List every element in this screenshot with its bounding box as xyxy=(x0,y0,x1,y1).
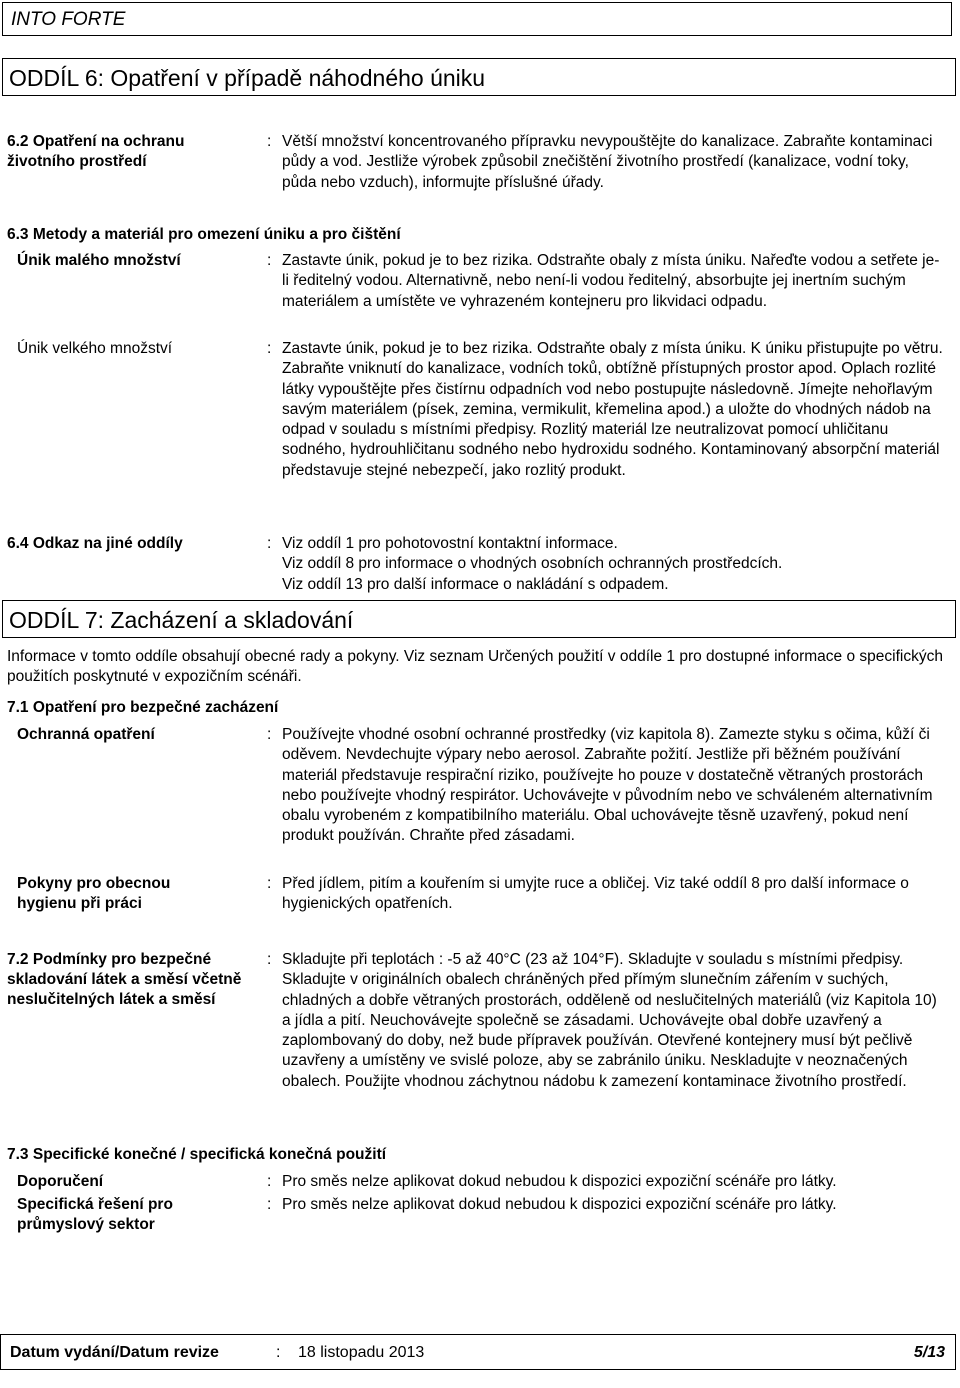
section7-title: ODDÍL 7: Zacházení a skladování xyxy=(9,607,354,633)
recommend-label: Doporučení xyxy=(17,1173,104,1190)
colon: : xyxy=(267,535,272,552)
s64-label: 6.4 Odkaz na jiné oddíly xyxy=(7,535,183,552)
s72-text: Skladujte při teplotách : -5 až 40°C (23 až 104°F). Skladujte v souladu s místními předpisy. Skladujte v originálních obalech chráněných před přímým slunečním zářením v suchých, chladných a dobře větraných prostorách, odděleně od neslučitelných materiálů (viz Kapitola 10) a jídla a pití. Neuchovávejte společně se zásadami. Uchovávejte obal dobře uzavřený a zaplombovaný do doby, než bude přípravek používán. Otevřené kontejnery musí být pečlivě uzavřeny a umístěny ve svislé poloze, aby se zabránilo úniku. Neskladujte v neoznačených obalech. Použijte vhodnou záchytnou nádobu k zamezení kontaminace životního prostředí. xyxy=(282,951,937,1090)
product-name-box xyxy=(2,2,952,36)
large-spill-text: Zastavte únik, pokud je to bez rizika. Odstraňte obaly z místa úniku. K úniku přistupujte po větru. Zabraňte vniknutí do kanalizace, vodních toků, obtížně přístupných prostor apod. Oplach rozlité látky vypouštějte přes čistírnu odpadních vod nebo postupujte následovně. Jímejte nehořlavým savým materiálem (písek, zemina, vermikulit, křemelina apod.) a uložte do vhodných nádob na odpad v souladu s místními předpisy. Rozlitý materiál lze neutralizovat pomocí uhličitanu sodného, hydrouhličitanu sodného nebo hydroxidu sodného. Kontaminovaný absorpční materiál představuje stejné nebezpečí, jako rozlitý produkt. xyxy=(282,340,943,479)
colon: : xyxy=(267,726,272,743)
hygiene-text: Před jídlem, pitím a kouřením si umyjte ruce a obličej. Viz také oddíl 8 pro další informace o hygienických opatřeních. xyxy=(282,875,909,913)
industry-text: Pro směs nelze aplikovat dokud nebudou k dispozici expoziční scénáře pro látky. xyxy=(282,1196,837,1213)
protective-text: Používejte vhodné osobní ochranné prostředky (viz kapitola 8). Zamezte styku s očima, kůží či oděvem. Nevdechujte výpary nebo aerosol. Zabraňte požití. Jestliže při běžném používání materiál představuje respirační riziko, používejte ho pouze v dostatečně větraných prostorách nebo používejte vhodný respirátor. Uchovávejte v původním nebo ve schváleném alternativním obalu vyrobeném z kompatibilního materiálu. Obal uchovávejte těsně uzavřený, pokud není produkt používán. Chraňte před zásadami. xyxy=(282,726,933,845)
large-spill-label: Únik velkého množství xyxy=(17,340,173,357)
colon: : xyxy=(267,133,272,150)
small-spill-label: Únik malého množství xyxy=(17,252,181,269)
section7-intro: Informace v tomto oddíle obsahují obecné rady a pokyny. Viz seznam Určených použití v oddíle 1 pro dostupné informace o specifických použitích poskytnuté v expozičním scénáři. xyxy=(7,648,943,685)
s73-heading: 7.3 Specifické konečné / specifická konečná použití xyxy=(7,1146,387,1163)
footer-page-number: 5/13 xyxy=(913,1344,945,1361)
section6-title-box xyxy=(2,58,956,96)
page-footer xyxy=(0,1334,956,1370)
s64-references xyxy=(282,534,944,595)
s72-label: 7.2 Podmínky pro bezpečné skladování látek a směsí včetně neslučitelných látek a směsí xyxy=(7,951,242,1008)
s64-line: Viz oddíl 13 pro další informace o nakládání s odpadem. xyxy=(282,575,669,593)
colon: : xyxy=(267,875,272,892)
colon: : xyxy=(267,252,272,269)
small-spill-text: Zastavte únik, pokud je to bez rizika. Odstraňte obaly z místa úniku. Nařeďte vodou a setřete je-li ředitelný vodou. Alternativně, nebo není-li vodou ředitelný, absorbujte jej inertním suchým materiálem a umístěte ve vyhrazeném kontejneru pro likvidaci odpadu. xyxy=(282,252,940,310)
s62-text: Větší množství koncentrovaného přípravku nevypouštějte do kanalizace. Zabraňte kontaminaci půdy a vod. Jestliže výrobek způsobil znečištění životního prostředí (kanalizace, vodní toky, půda nebo vzduch), informujte příslušné úřady. xyxy=(282,133,933,191)
s64-line: Viz oddíl 8 pro informace o vhodných osobních ochranných prostředcích. xyxy=(282,555,783,573)
footer-colon: : xyxy=(276,1344,281,1361)
hygiene-label: Pokyny pro obecnou hygienu při práci xyxy=(17,875,171,912)
footer-date-label: Datum vydání/Datum revize xyxy=(10,1344,219,1361)
footer-date-value: 18 listopadu 2013 xyxy=(298,1344,425,1361)
s64-line: Viz oddíl 1 pro pohotovostní kontaktní informace. xyxy=(282,535,618,552)
protective-label: Ochranná opatření xyxy=(17,726,155,743)
recommend-text: Pro směs nelze aplikovat dokud nebudou k dispozici expoziční scénáře pro látky. xyxy=(282,1173,837,1190)
s71-heading: 7.1 Opatření pro bezpečné zacházení xyxy=(7,699,279,716)
s62-label: 6.2 Opatření na ochranu životního prostředí xyxy=(7,133,185,170)
s63-heading: 6.3 Metody a materiál pro omezení úniku a pro čištění xyxy=(7,226,401,243)
section6-title: ODDÍL 6: Opatření v případě náhodného úniku xyxy=(9,65,486,91)
colon: : xyxy=(267,1173,272,1190)
colon: : xyxy=(267,340,272,357)
industry-label: Specifická řešení pro průmyslový sektor xyxy=(17,1196,173,1233)
colon: : xyxy=(267,1196,272,1213)
colon: : xyxy=(267,951,272,968)
product-name: INTO FORTE xyxy=(11,9,126,30)
section7-title-box xyxy=(2,600,956,638)
